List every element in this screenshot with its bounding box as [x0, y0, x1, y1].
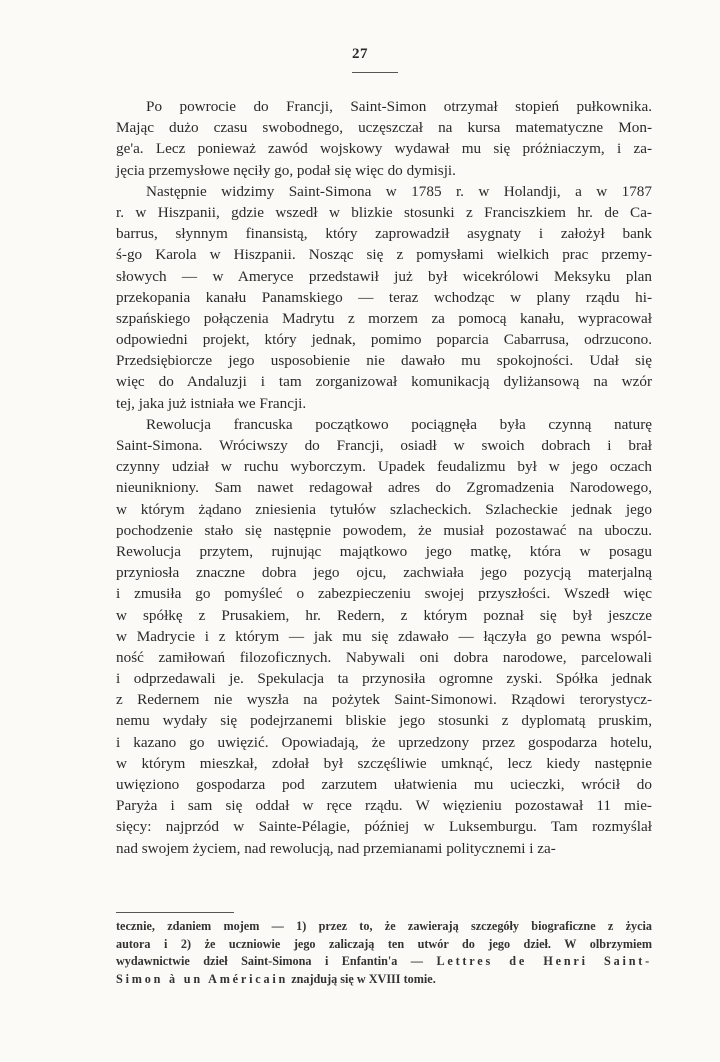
text-line: i zmusiła go pomyśleć o zabezpieczeniu swojej przyszłości. Wszedł więc [116, 585, 652, 603]
text-line: w którym żądano zniesienia tytułów szlacheckich. Szlacheckie jednak jego [116, 500, 652, 518]
footnote-title-spaced: Lettres de Henri Saint- [436, 954, 652, 969]
footnote-line: tecznie, zdaniem mojem — 1) przez to, że zawierają szczegóły biograficzne z życia [116, 919, 652, 933]
text-line: słowych — w Ameryce przedstawił już był wicekrólowi Meksyku plan [116, 267, 652, 285]
page-number: 27 [352, 46, 368, 62]
text-line: r. w Hiszpanii, gdzie wszedł w blizkie stosunki z Franciszkiem hr. de Ca- [116, 203, 652, 221]
text-line: barrus, słynnym finansistą, który zaprowadził asygnaty i założył bank [116, 225, 652, 243]
text-line: Po powrocie do Francji, Saint-Simon otrzymał stopień pułkownika. [146, 98, 652, 115]
text-line: sięcy: najprzód w Sainte-Pélagie, później w Luksemburgu. Tam rozmyślał [116, 818, 652, 836]
text-line: odpowiedni projekt, który jednak, pomimo poparcia Cabarrusa, odrzucono. [116, 331, 652, 349]
text-line: uwięziono gospodarza pod zarzutem ułatwienia mu ucieczki, wrócił do [116, 776, 652, 793]
text-line: Przedsiębiorcze jego usposobienie nie dawało mu spokojności. Udał się [116, 352, 652, 370]
text-line: w Madrycie i z którym — jak mu się zdawało — łączyła go pewna wspól- [116, 627, 652, 645]
text-line: ność zamiłowań filozoficznych. Nabywali oni dobra narodowe, parcelowali [116, 648, 652, 666]
text-line: Mając dużo czasu swobodnego, uczęszczał na kursa matematyczne Mon- [116, 119, 652, 137]
text-line: więc do Andaluzji i tam zorganizował komunikacją dyliżansową na wzór [116, 373, 652, 391]
footnote-line [116, 953, 652, 971]
text-line: czynny udział w ruchu wyborczym. Upadek feudalizmu był w jego oczach [116, 458, 652, 476]
text-line: nemu wydały się podejrzanemi bliskie jego stosunki z dyplomatą pruskim, [116, 712, 652, 730]
text-line: nieunikniony. Sam nawet redagował adres do Zgromadzenia Narodowego, [116, 479, 652, 497]
text-line: Paryża i sam się oddał w ręce rządu. W więzieniu pozostawał 11 mie- [116, 797, 652, 815]
text-line: pochodzenie stało się następnie powodem, że musiał pozostawać na uboczu. [116, 521, 652, 539]
text-line: Saint-Simona. Wróciwszy do Francji, osiadł w swoich dobrach i brał [116, 437, 652, 454]
text-line: ge'a. Lecz ponieważ zawód wojskowy wydawał mu się próżniaczym, i za- [116, 140, 652, 158]
text-line: przekopania kanału Panamskiego — teraz wchodząc w plany rządu hi- [116, 288, 652, 306]
text-line: ś-go Karola w Hiszpanii. Nosząc się z pomysłami wielkich prac przemy- [116, 246, 652, 264]
footnote [116, 918, 652, 988]
footnote-line-text: wydawnictwie dzieł Saint-Simona i Enfantin'a — [116, 954, 437, 969]
text-line: Następnie widzimy Saint-Simona w 1785 r. w Holandji, a w 1787 [146, 182, 652, 200]
text-line: Rewolucja przytem, rujnując majątkowo jego matkę, która w posagu [116, 542, 652, 560]
text-line: jęcia przemysłowe nęciły go, podał się więc do dymisji. [116, 161, 456, 179]
text-line: szpańskiego połączenia Madrytu z morzem za pomocą kanału, wypracował [116, 309, 652, 327]
footnote-tail: znajdują się w XVIII tomie. [288, 971, 436, 986]
body-text [116, 96, 652, 859]
page-number-rule [352, 72, 398, 73]
text-line: z Redernem nie wyszła na pożytek Saint-Simonowi. Rządowi terorystycz- [116, 691, 652, 709]
footnote-line [116, 971, 652, 989]
footnote-rule [116, 912, 234, 913]
text-line: nad swojem życiem, nad rewolucją, nad przemianami politycznemi i za- [116, 839, 556, 857]
text-line: Rewolucja francuska początkowo pociągnęła była czynną naturę [146, 415, 652, 433]
text-line: w którym mieszkał, zdołał był szczęśliwie umknąć, lecz kiedy następnie [116, 754, 652, 772]
text-line: i odprzedawali je. Spekulacja ta przynosiła ogromne zyski. Spółka jednak [116, 670, 652, 688]
footnote-line: autora i 2) że uczniowie jego zaliczają ten utwór do jego dzieł. W olbrzymiem [116, 936, 652, 951]
footnote-title-spaced: Simon à un Américain [116, 971, 289, 986]
text-line: i kazano go uwięzić. Opowiadają, że uprzedzony przez gospodarza hotelu, [116, 733, 652, 751]
text-line: tej, jaka już istniała we Francji. [116, 394, 307, 412]
text-line: w spółkę z Prusakiem, hr. Redern, z którym poznał się był jeszcze [116, 606, 652, 624]
text-line: przyniosła znaczne dobra jego ojcu, zachwiała jego pozycją materjalną [116, 564, 652, 582]
